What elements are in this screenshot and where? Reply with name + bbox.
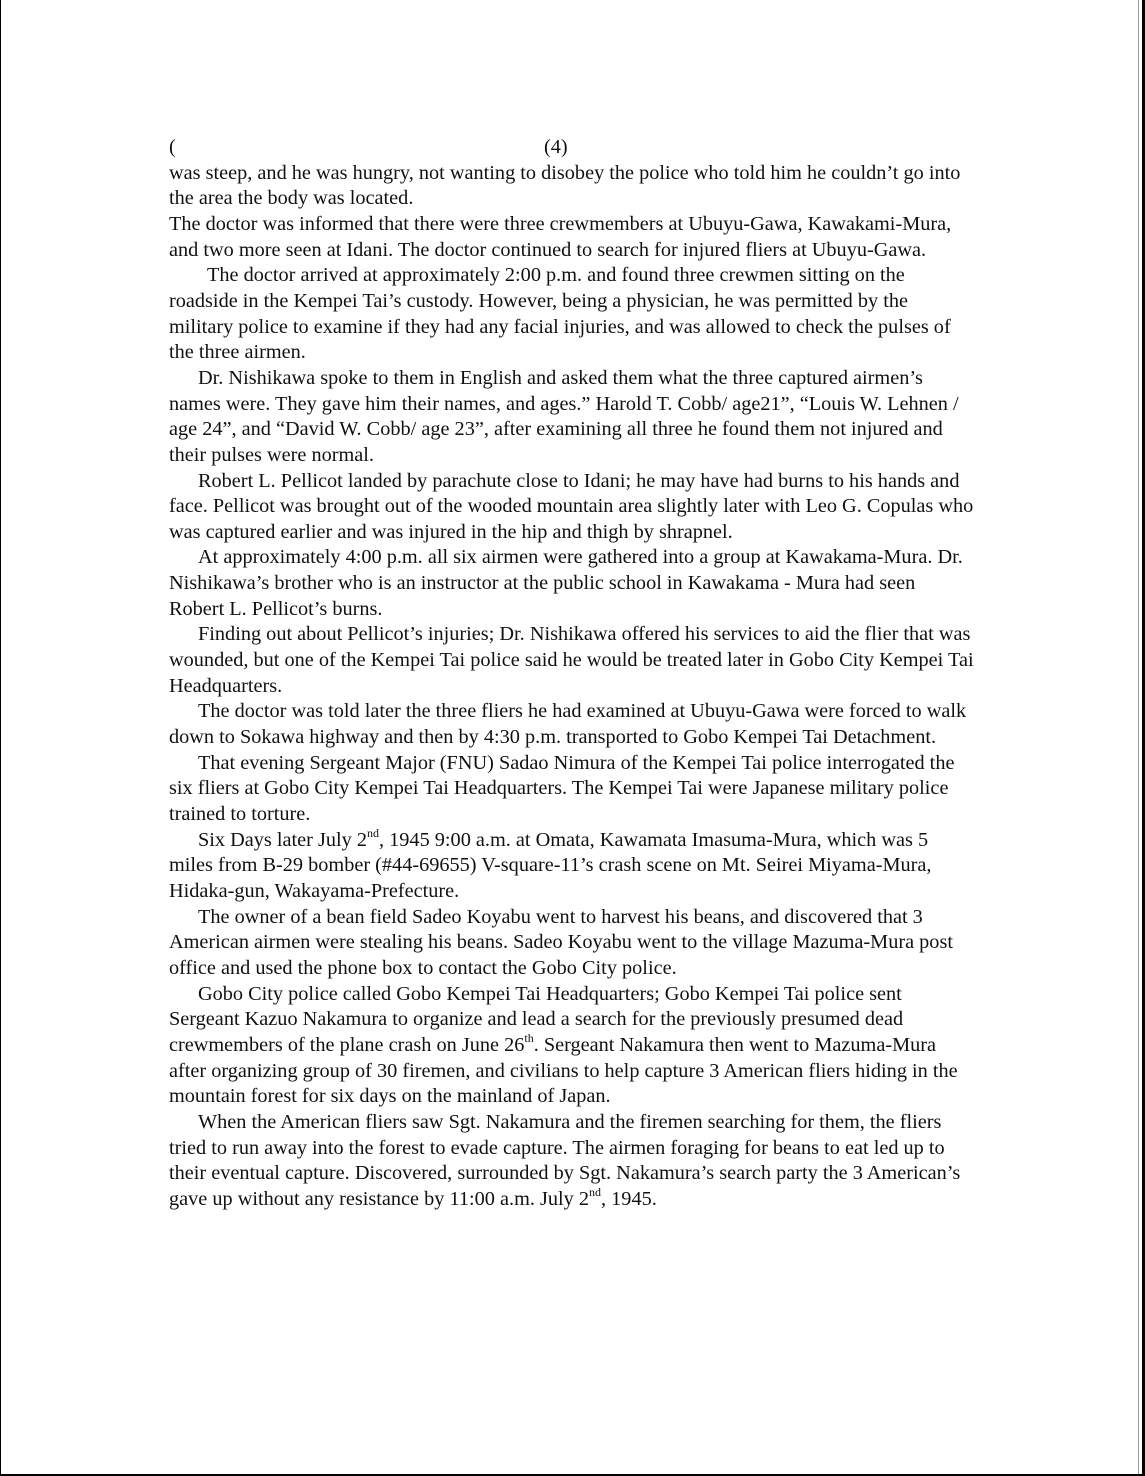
paragraph-text: Finding out about Pellicot’s injuries; Dr. Nishikawa offered his services to aid the flier that was wounded, but one of the Kempei Tai police said he would be treated later in Gobo City Kempei Tai Headquarters.: [169, 623, 974, 697]
body-text: [169, 161, 975, 1213]
paragraph-text: Six Days later July 2: [198, 828, 367, 851]
ordinal-superscript: nd: [589, 1184, 602, 1199]
paragraph-text: The doctor arrived at approximately 2:00 p.m. and found three crewmen sitting on the roadside in the Kempei Tai’s custody. However, being a physician, he was permitted by the military police to examine if they had any facial injuries, and was allowed to check the pulses of the three airmen.: [169, 264, 951, 364]
paragraph-text: The doctor was informed that there were three crewmembers at Ubuyu-Gawa, Kawakami-Mura, and two more seen at Idani. The doctor continued to search for injured fliers at Ubuyu-Gawa.: [169, 212, 952, 261]
paragraph-text: Dr. Nishikawa spoke to them in English and asked them what the three captured airmen’s names were. They gave him their names, and ages.” Harold T. Cobb/ age21”, “Louis W. Lehnen / age 24”, and “David W. Cobb/ age 23”, after examining all three he found them not injured and their pulses were normal.: [169, 366, 959, 466]
paragraph-text: , 1945.: [601, 1187, 657, 1210]
paragraph-text: The doctor was told later the three fliers he had examined at Ubuyu-Gawa were forced to walk down to Sokawa highway and then by 4:30 p.m. transported to Gobo Kempei Tai Detachment.: [169, 700, 967, 749]
paragraph: [169, 699, 975, 750]
paragraph-text: , 1945 9:00 a.m. at Omata, Kawamata Imasuma-Mura, which was 5 miles from B-29 bomber (#44-69655) V-square-11’s crash scene on Mt. Seirei Miyama-Mura, Hidaka-gun, Wakayama-Prefecture.: [169, 828, 932, 903]
header-left-mark: (: [169, 136, 176, 158]
ordinal-superscript: nd: [367, 825, 379, 840]
paragraph: [169, 161, 975, 212]
page-header: [169, 135, 975, 161]
paragraph: [169, 263, 975, 366]
page-edge-shadow: [1138, 0, 1139, 1474]
ordinal-superscript: th: [524, 1030, 534, 1045]
page-number: (4): [544, 136, 568, 158]
paragraph: [169, 212, 975, 263]
page-content: [169, 135, 975, 1213]
paragraph: [169, 366, 975, 469]
paragraph: [169, 622, 975, 699]
paragraph: [169, 469, 975, 546]
paragraph-text: The owner of a bean field Sadeo Koyabu went to harvest his beans, and discovered that 3 American airmen were stealing his beans. Sadeo Koyabu went to the village Mazuma-Mura post office and used the phone box to contact the Gobo City police.: [169, 905, 953, 979]
paragraph: [169, 982, 975, 1110]
paragraph: [169, 751, 975, 828]
paragraph-text: Gobo City police called Gobo Kempei Tai Headquarters; Gobo Kempei Tai police sent Sergeant Kazuo Nakamura to organize and lead a search for the previously presumed dead crewmembers of the plane crash on June 26: [169, 982, 904, 1056]
paragraph-text: When the American fliers saw Sgt. Nakamura and the firemen searching for them, the fliers tried to run away into the forest to evade capture. The airmen foraging for beans to eat led up to their eventual capture. Discovered, surrounded by Sgt. Nakamura’s search party the 3 American’s gave up without any resistance by 11:00 a.m. July 2: [169, 1110, 961, 1210]
paragraph: [169, 825, 975, 905]
paragraph: [169, 905, 975, 982]
paragraph-text: Robert L. Pellicot landed by parachute close to Idani; he may have had burns to his hands and face. Pellicot was brought out of the wooded mountain area slightly later with Leo G. Copulas who was captured earlier and was injured in the hip and thigh by shrapnel.: [169, 469, 974, 543]
paragraph: [169, 545, 975, 622]
paragraph: [169, 1110, 975, 1213]
paragraph-text: was steep, and he was hungry, not wanting to disobey the police who told him he couldn’t go into the area the body was located.: [169, 161, 961, 210]
paragraph-text: At approximately 4:00 p.m. all six airmen were gathered into a group at Kawakama-Mura. Dr. Nishikawa’s brother who is an instructor at the public school in Kawakama - Mura had seen Robert L. Pellicot’s burns.: [169, 546, 963, 620]
paragraph-text: . Sergeant Nakamura then went to Mazuma-Mura after organizing group of 30 firemen, and civilians to help capture 3 American fliers hiding in the mountain forest for six days on the mainland of Japan.: [169, 1033, 958, 1108]
paragraph-text: That evening Sergeant Major (FNU) Sadao Nimura of the Kempei Tai police interrogated the six fliers at Gobo City Kempei Tai Headquarters. The Kempei Tai were Japanese military police trained to torture.: [169, 751, 955, 826]
